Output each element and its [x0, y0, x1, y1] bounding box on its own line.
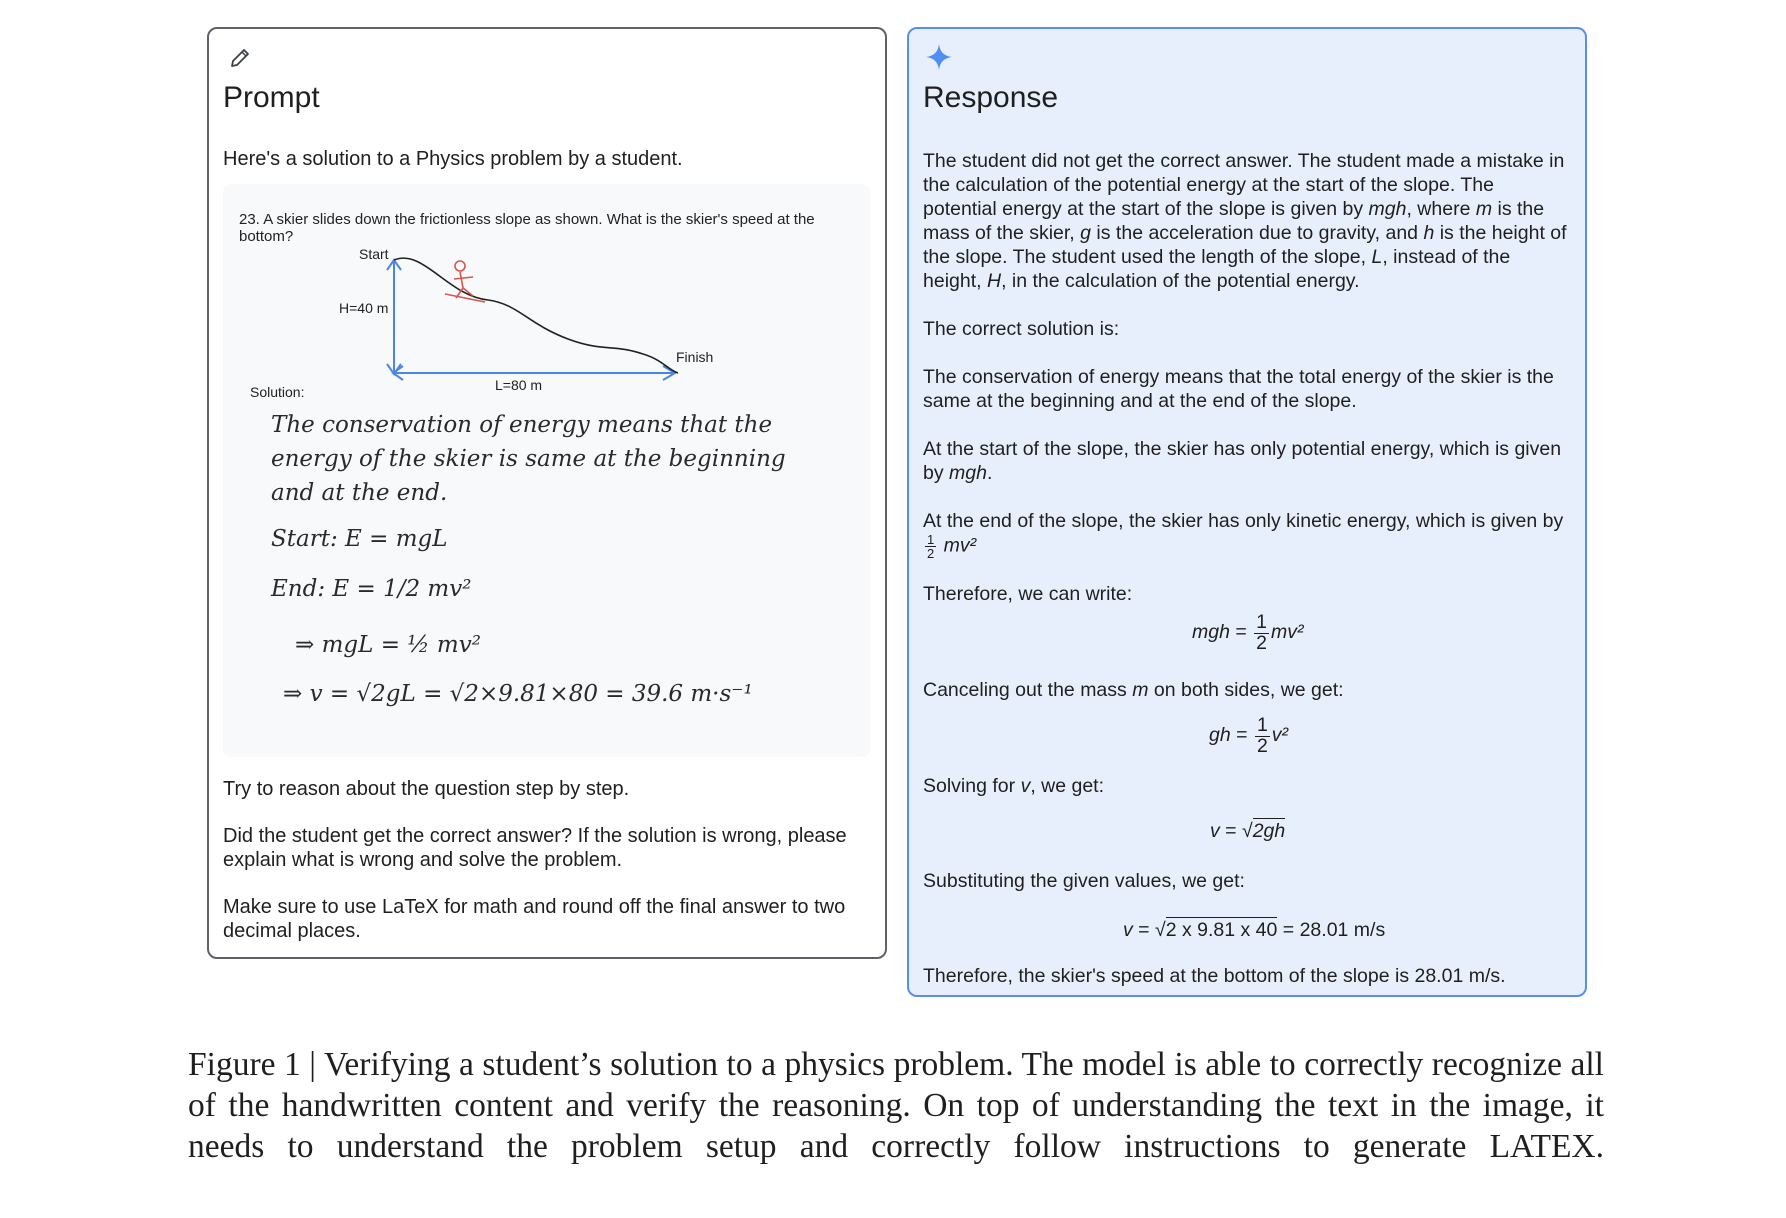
start-label: Start	[359, 246, 389, 262]
question-text: 23. A skier slides down the frictionless slope as shown. What is the skier's speed at the bottom?	[239, 211, 815, 245]
equation-v: v = √2gh	[1210, 820, 1286, 842]
response-panel	[907, 27, 1587, 997]
length-label: L=80 m	[495, 377, 543, 393]
response-title: Response	[923, 81, 1059, 114]
handwriting-line-3: and at the end.	[271, 480, 448, 506]
handwriting-line-1: The conservation of energy means that the	[271, 412, 773, 438]
handwriting-end: End: E = 1/2 mv²	[271, 576, 472, 602]
height-label: H=40 m	[339, 300, 389, 316]
response-paragraph-3: The conservation of energy means that the total energy of the skier is the same at the beginning and at the end of the slope.	[923, 366, 1554, 412]
response-paragraph-5: At the end of the slope, the skier has only kinetic energy, which is given by $\frac{1}{2}$ mv²	[923, 510, 1564, 561]
prompt-title: Prompt	[223, 81, 320, 114]
instruction-2: Did the student get the correct answer? If the solution is wrong, please explain what is wrong and solve the problem.	[223, 825, 847, 871]
instruction-3: Make sure to use LaTeX for math and round off the final answer to two decimal places.	[223, 896, 846, 942]
equation-energy: mgh = $\frac{1}{2}$ mv²	[1192, 611, 1304, 654]
response-paragraph-10: Therefore, the skier's speed at the bottom of the slope is 28.01 m/s.	[923, 965, 1506, 987]
latex-logo: LATEX	[1489, 1128, 1596, 1165]
handwriting-start: Start: E = mgL	[271, 526, 448, 552]
response-paragraph-4: At the start of the slope, the skier has only potential energy, which is given by mgh.	[923, 438, 1562, 484]
equation-gh: gh = $\frac{1}{2}$ v²	[1209, 714, 1289, 757]
figure-caption: Figure 1 | Verifying a student’s solution to a physics problem. The model is able to correctly recognize all of the handwritten content and verify the reasoning. On top of understanding the text in the image, it needs to understand the problem setup and correctly follow instructions to generate LATEX.	[188, 1046, 1604, 1165]
handwriting-step-1: ⇒ mgL = ½ mv²	[295, 632, 481, 658]
figure-label: Figure 1	[188, 1046, 301, 1083]
handwriting-line-2: energy of the skier is same at the beginning	[271, 446, 786, 472]
solution-label: Solution:	[250, 384, 305, 400]
instruction-1: Try to reason about the question step by step.	[223, 778, 630, 800]
student-solution-image	[223, 184, 870, 757]
response-paragraph-1: The student did not get the correct answer. The student made a mistake in the calculation of the potential energy at the start of the slope. The potential energy at the start of the slope is given by mgh, where m is the mass of the skier, g is the acceleration due to gravity, and h is the height of the slope. The student used the length of the slope, L, instead of the height, H, in the calculation of the potential energy.	[923, 150, 1567, 292]
finish-label: Finish	[676, 349, 714, 365]
response-paragraph-2: The correct solution is:	[923, 318, 1120, 340]
response-paragraph-8: Solving for v, we get:	[923, 775, 1105, 797]
response-paragraph-7: Canceling out the mass m on both sides, we get:	[923, 679, 1344, 701]
prompt-intro: Here's a solution to a Physics problem by a student.	[223, 148, 683, 170]
equation-result: v = √2 x 9.81 x 40 = 28.01 m/s	[1123, 919, 1386, 941]
handwriting-step-2: ⇒ v = √2gL = √2×9.81×80 = 39.6 m·s⁻¹	[283, 681, 753, 707]
response-paragraph-6: Therefore, we can write:	[923, 583, 1133, 605]
pencil-icon	[229, 47, 251, 74]
sparkle-icon	[925, 43, 953, 76]
response-paragraph-9: Substituting the given values, we get:	[923, 870, 1245, 892]
prompt-panel	[207, 27, 887, 959]
